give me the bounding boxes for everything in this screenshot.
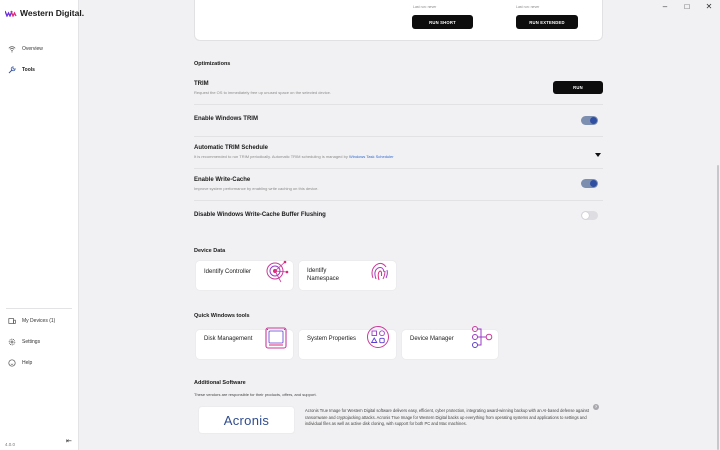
sidebar-item-label: My Devices (1) xyxy=(22,318,56,324)
divider xyxy=(194,168,603,169)
trim-description: Request the OS to immediately free up unused space on the selected device. xyxy=(194,90,331,95)
devices-icon xyxy=(8,317,16,325)
info-icon[interactable]: ? xyxy=(594,404,598,409)
write-cache-description: Improve system performance by enabling write caching on this device. xyxy=(194,186,319,191)
divider xyxy=(194,104,603,105)
brand-logo xyxy=(5,8,84,18)
device-manager-icon xyxy=(469,324,495,350)
trim-schedule-row xyxy=(194,145,603,159)
sidebar-item-overview[interactable] xyxy=(0,42,79,56)
windows-trim-toggle[interactable] xyxy=(581,116,598,125)
additional-software-description: These vendors are responsible for their products, offers, and support. xyxy=(194,392,317,397)
toggle-knob xyxy=(590,180,597,187)
tile-label: Device Manager xyxy=(410,336,454,342)
maximize-button[interactable]: □ xyxy=(684,2,690,11)
brand-name: Western Digital. xyxy=(20,8,85,18)
disk-management-tile[interactable] xyxy=(196,330,293,359)
short-test-hint: Last run: never xyxy=(413,5,437,9)
window-controls xyxy=(660,2,714,11)
system-properties-tile[interactable] xyxy=(299,330,396,359)
windows-trim-row xyxy=(194,116,603,122)
tools-icon xyxy=(8,66,16,74)
tile-label: Identify Namespace xyxy=(307,268,340,282)
trim-schedule-desc-text: It is recommended to run TRIM periodically. Automatic TRIM scheduling is managed by xyxy=(194,154,348,159)
disk-icon xyxy=(264,325,288,351)
optimizations-heading: Optimizations xyxy=(194,61,231,67)
wifi-icon xyxy=(8,45,16,53)
toggle-knob xyxy=(590,117,597,124)
sidebar-divider xyxy=(6,308,72,309)
help-icon xyxy=(8,359,16,367)
buffer-flush-toggle[interactable] xyxy=(581,211,598,220)
acronis-logo: Acronis xyxy=(223,412,270,428)
trim-row xyxy=(194,81,603,95)
buffer-flush-row xyxy=(194,212,603,218)
app-version: 4.0.0 xyxy=(5,442,16,447)
sidebar-item-settings[interactable] xyxy=(0,335,79,349)
system-icon xyxy=(366,324,390,350)
trim-schedule-description xyxy=(194,154,603,159)
toggle-knob xyxy=(582,212,589,219)
identify-namespace-tile[interactable] xyxy=(299,261,396,290)
controller-icon xyxy=(263,258,289,284)
windows-trim-title: Enable Windows TRIM xyxy=(194,116,258,122)
run-extended-button[interactable]: RUN EXTENDED xyxy=(516,15,578,29)
chevron-down-icon[interactable] xyxy=(595,153,601,157)
sidebar-item-label: Settings xyxy=(22,339,41,345)
write-cache-title: Enable Write-Cache xyxy=(194,177,251,183)
trim-title: TRIM xyxy=(194,81,209,87)
identify-controller-tile[interactable] xyxy=(196,261,293,290)
buffer-flush-title: Disable Windows Write-Cache Buffer Flushing xyxy=(194,212,326,218)
sidebar-item-my-devices[interactable] xyxy=(0,314,79,328)
divider xyxy=(194,136,603,137)
task-scheduler-link[interactable]: Windows Task Scheduler xyxy=(348,154,394,159)
acronis-card[interactable] xyxy=(199,407,294,433)
close-button[interactable]: ✕ xyxy=(705,2,713,11)
tile-label: System Properties xyxy=(307,336,357,342)
tile-label: Disk Management xyxy=(204,336,253,342)
collapse-sidebar-button[interactable]: ⇤ xyxy=(66,438,72,445)
sidebar-item-label: Help xyxy=(22,360,33,366)
extended-test-hint: Last run: never xyxy=(516,5,540,9)
sidebar xyxy=(0,0,85,450)
sidebar-item-label: Tools xyxy=(22,67,35,73)
divider xyxy=(194,200,603,201)
sidebar-item-label: Overview xyxy=(22,46,43,52)
write-cache-row xyxy=(194,177,603,191)
quick-tools-heading: Quick Windows tools xyxy=(194,313,250,319)
run-trim-button[interactable]: RUN xyxy=(553,81,603,94)
wd-logo-icon xyxy=(5,10,17,17)
acronis-description: Acronis True Image for Western Digital software delivers easy, efficient, cyber protection, integrating award-winning backup with an AI-based defense against ransomware and cryptojacking attacks. Acronis True Image for Western Digital backs up everything from operating systems and applications to settings and individual files as well as active disk cloning, with support for both PC and Mac machines. xyxy=(305,408,589,426)
tile-label: Identify Controller xyxy=(204,269,252,275)
self-test-card xyxy=(194,0,603,41)
trim-schedule-title: Automatic TRIM Schedule xyxy=(194,145,269,151)
gear-icon xyxy=(8,338,16,346)
fingerprint-icon xyxy=(366,258,392,284)
device-manager-tile[interactable] xyxy=(402,330,498,359)
write-cache-toggle[interactable] xyxy=(581,179,598,188)
sidebar-item-tools[interactable] xyxy=(0,63,79,77)
additional-software-heading: Additional Software xyxy=(194,380,246,386)
device-data-heading: Device Data xyxy=(194,248,226,254)
minimize-button[interactable]: – xyxy=(662,2,668,11)
sidebar-item-help[interactable] xyxy=(0,356,79,370)
main-content xyxy=(79,0,720,450)
run-short-button[interactable]: RUN SHORT xyxy=(412,15,473,29)
scrollbar[interactable] xyxy=(717,165,719,450)
